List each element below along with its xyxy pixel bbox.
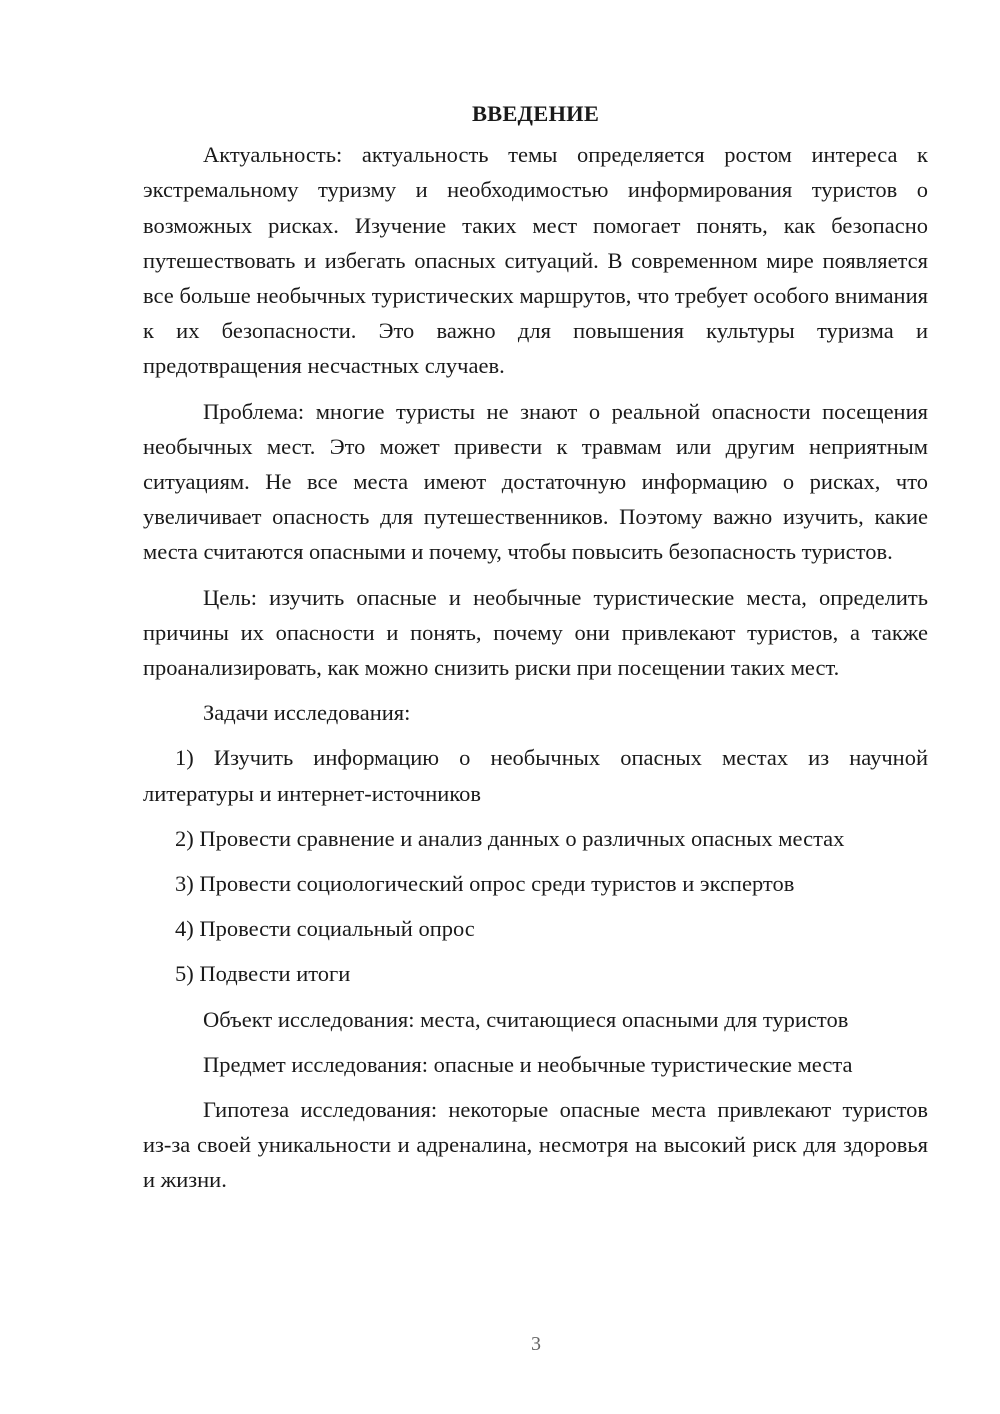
research-object: Объект исследования: места, считающиеся опасными для туристов	[203, 1006, 849, 1032]
task-item: 5) Подвести итоги	[175, 961, 351, 987]
task-item: 4) Провести социальный опрос	[175, 916, 475, 942]
goal-paragraph: Цель: изучить опасные и необычные туристические места, определить причины их опасности и понять, почему они привлекают туристов, а также проанализировать, как можно снизить риски при посещении таких мест.	[143, 584, 928, 681]
relevance-paragraph: Актуальность: актуальность темы определяется ростом интереса к экстремальному туризму и необходимостью информирования туристов о возможных рисках. Изучение таких мест помогает понять, как безопасно путешествовать и избегать опасных ситуаций. В современном мире появляется все больше необычных туристических маршрутов, что требует особого внимания к их безопасности. Это важно для повышения культуры туризма и предотвращения несчастных случаев.	[143, 142, 928, 379]
problem-paragraph: Проблема: многие туристы не знают о реальной опасности посещения необычных мест. Это может привести к травмам или другим неприятным ситуациям. Не все места имеют достаточную информацию о рисках, что увеличивает опасность для путешественников. Поэтому важно изучить, какие места считаются опасными и почему, чтобы повысить безопасность туристов.	[143, 398, 928, 565]
tasks-list	[143, 740, 928, 991]
section-title: ВВЕДЕНИЕ	[471, 101, 600, 126]
page-number: 3	[531, 1333, 541, 1355]
page-content	[143, 96, 928, 1198]
tasks-heading: Задачи исследования:	[203, 700, 411, 726]
task-item: 1) Изучить информацию о необычных опасных местах из научной литературы и интернет-источников	[143, 745, 928, 806]
task-item: 2) Провести сравнение и анализ данных о различных опасных местах	[175, 825, 845, 851]
hypothesis-paragraph: Гипотеза исследования: некоторые опасные места привлекают туристов из-за своей уникальности и адреналина, несмотря на высокий риск для здоровья и жизни.	[143, 1097, 928, 1193]
research-subject: Предмет исследования: опасные и необычные туристические места	[203, 1051, 853, 1077]
task-item: 3) Провести социологический опрос среди туристов и экспертов	[175, 871, 795, 897]
